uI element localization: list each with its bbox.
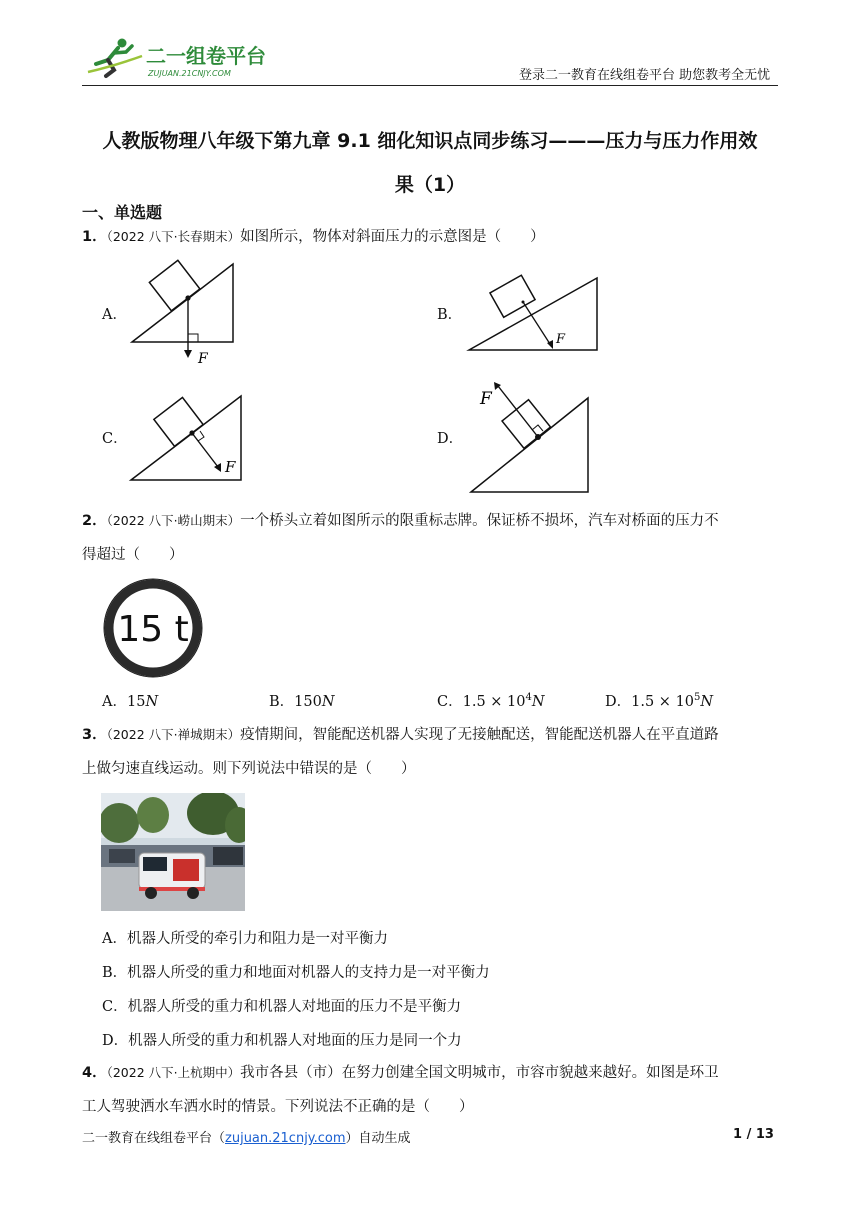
question-source: （2022 八下·上杭期中） — [106, 1065, 241, 1080]
question-number: 1． — [82, 229, 107, 245]
header-divider — [82, 85, 778, 86]
q3-option-d[interactable]: D．机器人所受的重力和机器人对地面的压力是同一个力 — [102, 1033, 462, 1049]
question-text-line-1: 疫情期间，智能配送机器人实现了无接触配送，智能配送机器人在平直道路 — [240, 727, 719, 743]
question-source: （2022 八下·崂山期末） — [106, 513, 241, 528]
q3-option-b[interactable]: B．机器人所受的重力和地面对机器人的支持力是一对平衡力 — [102, 965, 490, 981]
logo-subtext: ZUJUAN.21CNJY.COM — [148, 69, 231, 78]
question-text-line-1: 一个桥头立着如图所示的限重标志牌。保证桥不损坏，汽车对桥面的压力不 — [240, 513, 719, 529]
q2-option-a[interactable]: A．15N — [102, 694, 159, 710]
q1-option-c-label[interactable]: C． — [102, 431, 128, 447]
header-slogan: 登录二一教育在线组卷平台 助您教考全无忧 — [519, 68, 771, 83]
q2-option-c[interactable]: C．$1.5 \times 10^4N$ — [437, 692, 545, 710]
runner-logo-icon — [84, 36, 274, 80]
q3-option-a[interactable]: A．机器人所受的牵引力和阻力是一对平衡力 — [102, 931, 388, 947]
force-label: F — [225, 458, 236, 476]
title-line-2: 果（1） — [394, 174, 466, 196]
sign-text: 15 t — [117, 609, 189, 650]
weight-limit-sign — [102, 577, 204, 679]
logo[interactable] — [84, 36, 274, 80]
section-heading: 一、单选题 — [82, 203, 163, 222]
q1-diagram-d[interactable] — [468, 378, 592, 496]
footer-left: 二一教育在线组卷平台（zujuan.21cnjy.com）自动生成 — [82, 1131, 411, 1146]
logo-text: 二一组卷平台 — [146, 44, 266, 68]
question-text-line-2: 得超过（ ） — [82, 547, 184, 563]
q2-option-b[interactable]: B．150N — [269, 694, 335, 710]
q1-option-b-label[interactable]: B． — [437, 307, 463, 323]
question-text-line-2: 上做匀速直线运动。则下列说法中错误的是（ ） — [82, 761, 416, 777]
q1-option-a-label[interactable]: A． — [102, 307, 127, 323]
question-1-stem — [82, 220, 545, 254]
question-text-line-2: 工人驾驶洒水车洒水时的情景。下列说法不正确的是（ ） — [82, 1099, 474, 1115]
question-4-stem — [82, 1056, 782, 1124]
force-label: F — [480, 389, 492, 409]
page-number: 1 / 13 — [733, 1127, 774, 1142]
q1-diagram-a[interactable] — [128, 254, 240, 370]
q1-diagram-b[interactable] — [466, 266, 602, 358]
question-source: （2022 八下·长春期末） — [106, 229, 241, 244]
force-label: F — [556, 332, 566, 347]
title-line-1: 人教版物理八年级下第九章 9.1 细化知识点同步练习———压力与压力作用效 — [102, 130, 758, 152]
page-title — [82, 119, 778, 207]
q3-option-c[interactable]: C．机器人所受的重力和机器人对地面的压力不是平衡力 — [102, 999, 462, 1015]
q1-diagram-c[interactable] — [128, 390, 246, 486]
question-2-stem — [82, 504, 782, 572]
q1-option-d-label[interactable]: D． — [437, 431, 464, 447]
question-text: 如图所示，物体对斜面压力的示意图是（ ） — [240, 229, 545, 245]
question-number: 4． — [82, 1065, 107, 1081]
delivery-robot-photo — [101, 793, 245, 911]
force-label: F — [198, 351, 208, 367]
footer-link[interactable]: zujuan.21cnjy.com — [225, 1131, 346, 1146]
question-3-stem — [82, 718, 782, 786]
question-source: （2022 八下·禅城期末） — [106, 727, 241, 742]
question-text-line-1: 我市各县（市）在努力创建全国文明城市，市容市貌越来越好。如图是环卫 — [240, 1065, 719, 1081]
question-number: 3． — [82, 727, 107, 743]
question-number: 2． — [82, 513, 107, 529]
q2-option-d[interactable]: D．$1.5 \times 10^5N$ — [605, 692, 714, 710]
